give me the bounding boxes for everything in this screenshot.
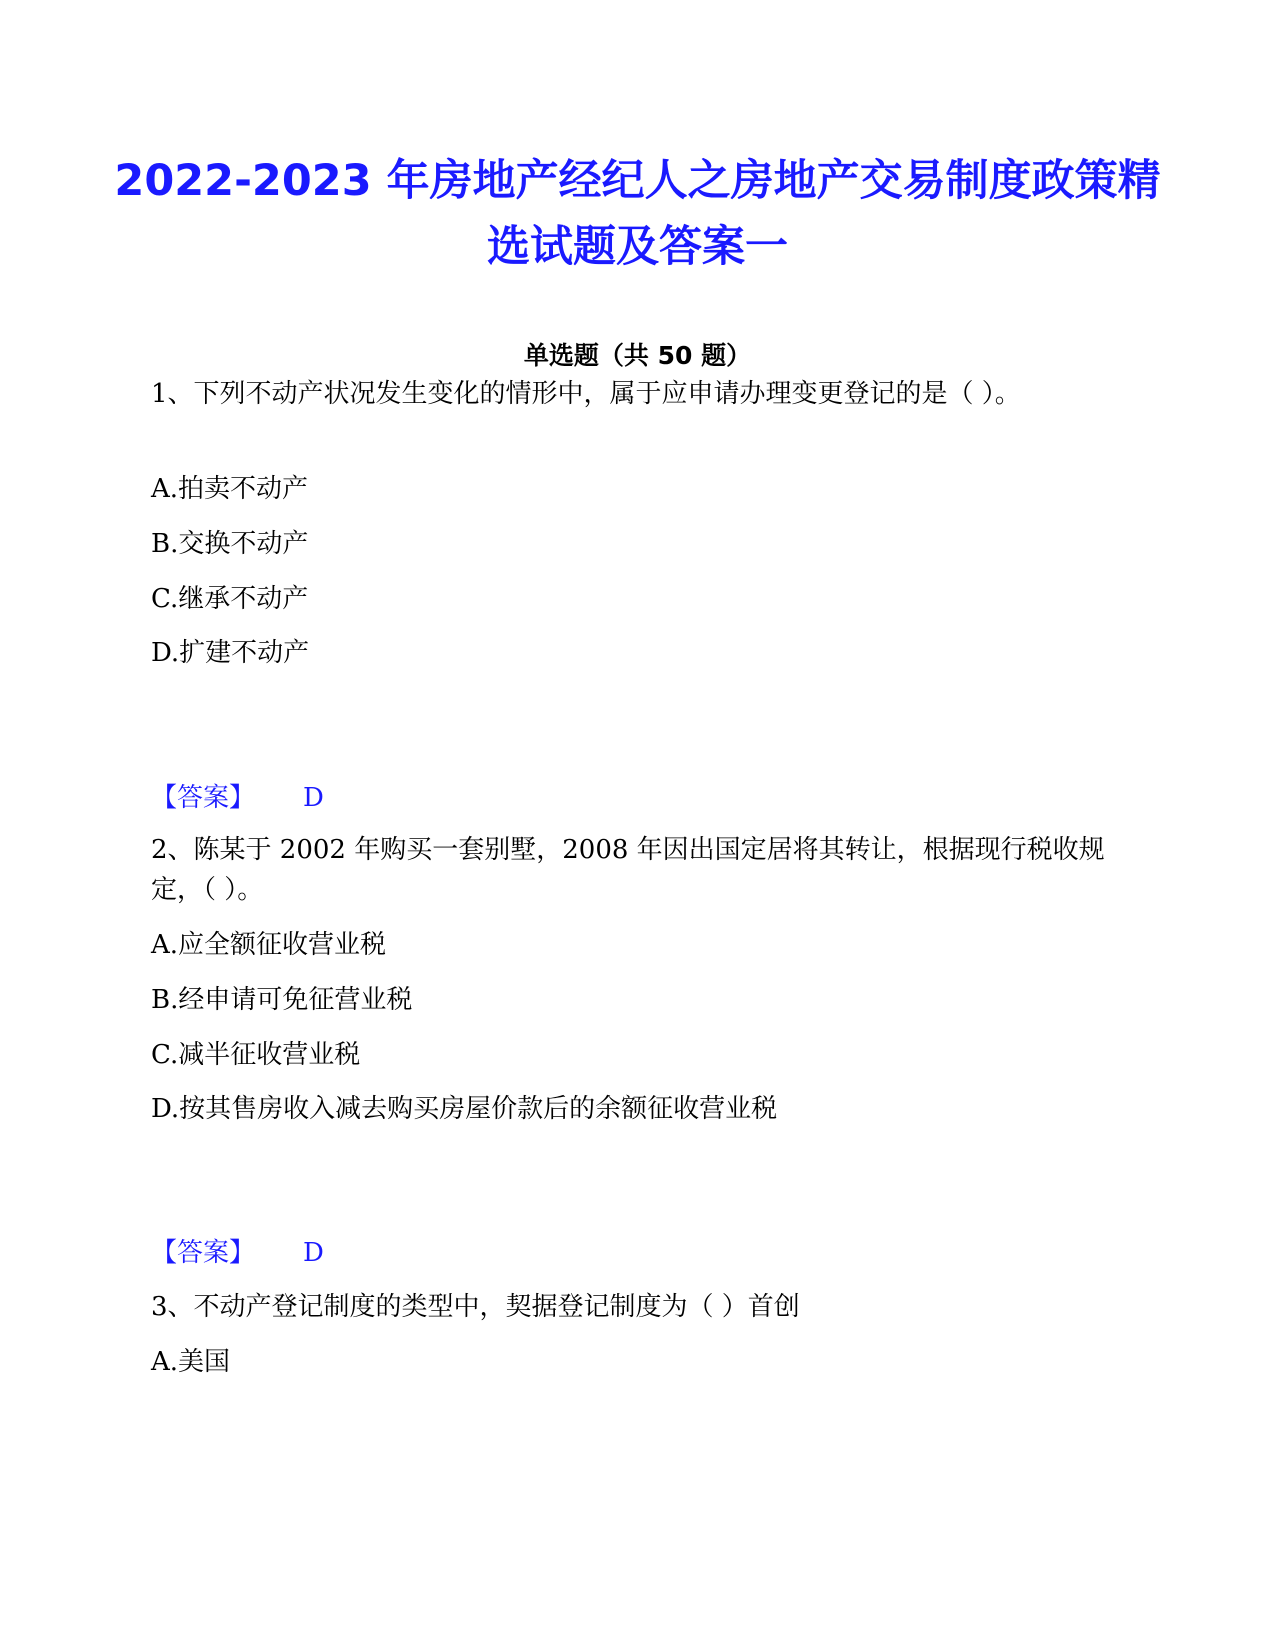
question-1-answer bbox=[151, 777, 324, 814]
question-1-option-a: A.拍卖不动产 bbox=[151, 474, 309, 504]
answer-value: D bbox=[303, 783, 324, 813]
question-2-option-b: B.经申请可免征营业税 bbox=[151, 985, 413, 1015]
question-1-option-d: D.扩建不动产 bbox=[151, 638, 310, 668]
section-heading: 单选题（共 50 题） bbox=[523, 341, 752, 370]
question-1-option-c: C.继承不动产 bbox=[151, 584, 309, 614]
question-2-option-a: A.应全额征收营业税 bbox=[151, 930, 387, 960]
question-3-text: 3、不动产登记制度的类型中，契据登记制度为（ ）首创 bbox=[151, 1292, 800, 1322]
question-1-text: 1、下列不动产状况发生变化的情形中，属于应申请办理变更登记的是（ ）。 bbox=[151, 379, 1021, 409]
question-1-option-b: B.交换不动产 bbox=[151, 529, 309, 559]
question-3-option-a: A.美国 bbox=[151, 1347, 231, 1377]
question-2-text: 2、陈某于 2002 年购买一套别墅，2008 年因出国定居将其转让，根据现行税收规定，（ ）。 bbox=[151, 835, 1105, 905]
question-2-option-c: C.减半征收营业税 bbox=[151, 1040, 361, 1070]
document-title: 2022-2023 年房地产经纪人之房地产交易制度政策精选试题及答案一 bbox=[114, 156, 1161, 272]
question-2-answer bbox=[151, 1232, 324, 1269]
question-2-option-d: D.按其售房收入减去购买房屋价款后的余额征收营业税 bbox=[151, 1094, 778, 1124]
answer-value: D bbox=[303, 1238, 324, 1268]
answer-label: 【答案】 bbox=[151, 783, 256, 813]
answer-label: 【答案】 bbox=[151, 1238, 256, 1268]
